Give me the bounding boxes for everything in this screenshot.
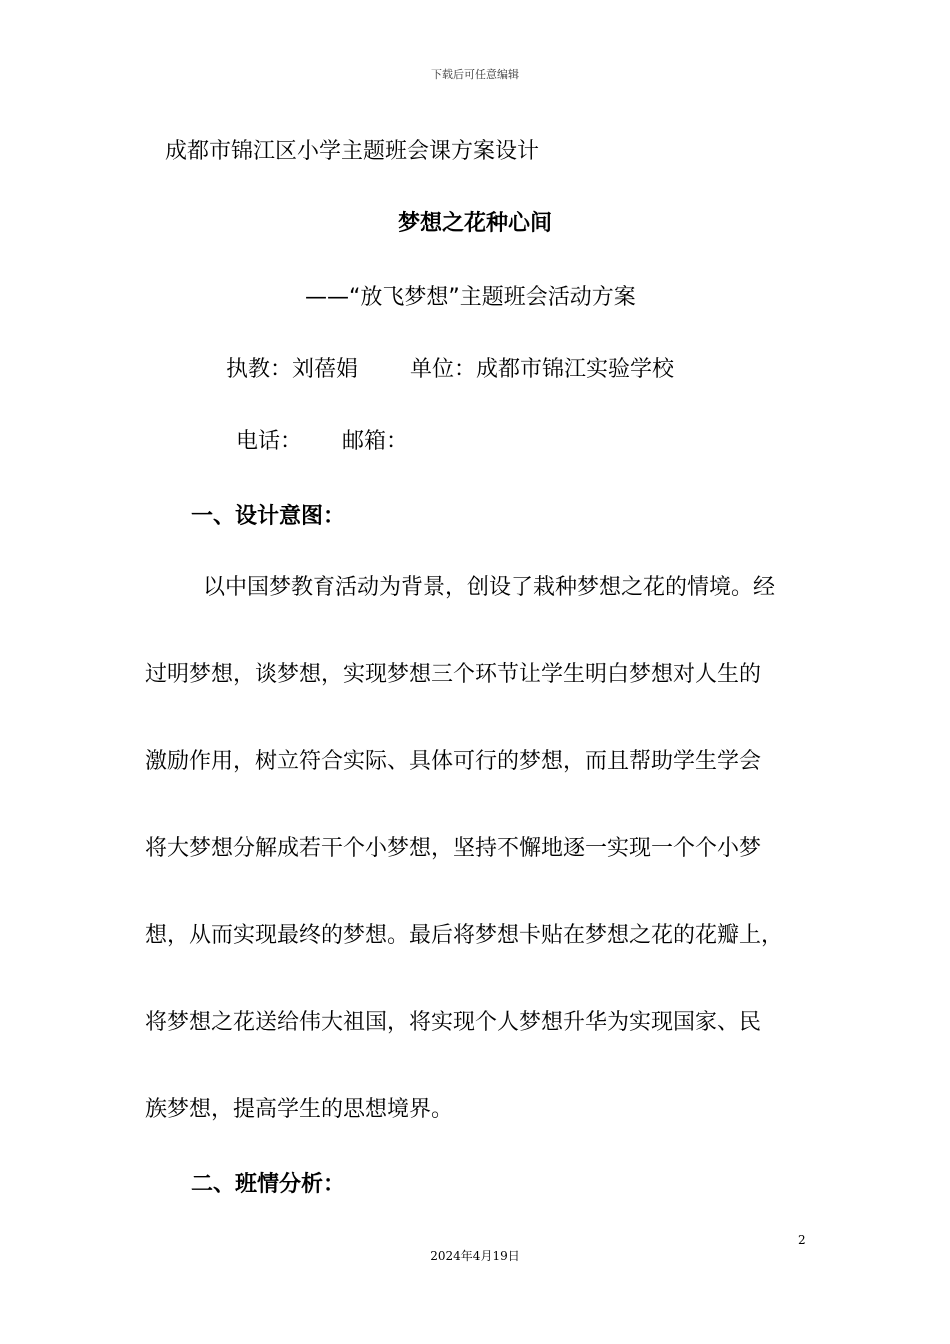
paragraph-line: 想，从而实现最终的梦想。最后将梦想卡贴在梦想之花的花瓣上， bbox=[145, 923, 784, 948]
teacher-label: 执教：刘蓓娟 bbox=[226, 357, 359, 382]
school-title: 成都市锦江区小学主题班会课方案设计 bbox=[165, 139, 540, 164]
footer-date: 2024年4月19日 bbox=[430, 1249, 520, 1263]
paragraph-line: 以中国梦教育活动为背景，创设了栽种梦想之花的情境。经 bbox=[203, 575, 776, 600]
header-note: 下载后可任意编辑 bbox=[431, 68, 519, 81]
subtitle: ——“放飞梦想”主题班会活动方案 bbox=[305, 285, 636, 310]
unit-label: 单位：成都市锦江实验学校 bbox=[410, 357, 675, 382]
email-label: 邮箱： bbox=[342, 429, 409, 454]
paragraph-line: 族梦想，提高学生的思想境界。 bbox=[145, 1097, 454, 1122]
page-number: 2 bbox=[798, 1233, 806, 1247]
section2-heading: 二、班情分析： bbox=[191, 1172, 346, 1197]
paragraph-line: 将大梦想分解成若干个小梦想，坚持不懈地逐一实现一个个小梦 bbox=[145, 836, 762, 861]
phone-label: 电话： bbox=[236, 429, 303, 454]
paragraph-line: 过明梦想，谈梦想，实现梦想三个环节让学生明白梦想对人生的 bbox=[145, 662, 762, 687]
teacher-info bbox=[226, 355, 674, 385]
contact-info bbox=[236, 427, 408, 457]
section1-heading: 一、设计意图： bbox=[191, 504, 346, 529]
paragraph-line: 将梦想之花送给伟大祖国，将实现个人梦想升华为实现国家、民 bbox=[145, 1010, 762, 1035]
main-title: 梦想之花种心间 bbox=[397, 211, 552, 236]
paragraph-line: 激励作用，树立符合实际、具体可行的梦想，而且帮助学生学会 bbox=[145, 749, 762, 774]
